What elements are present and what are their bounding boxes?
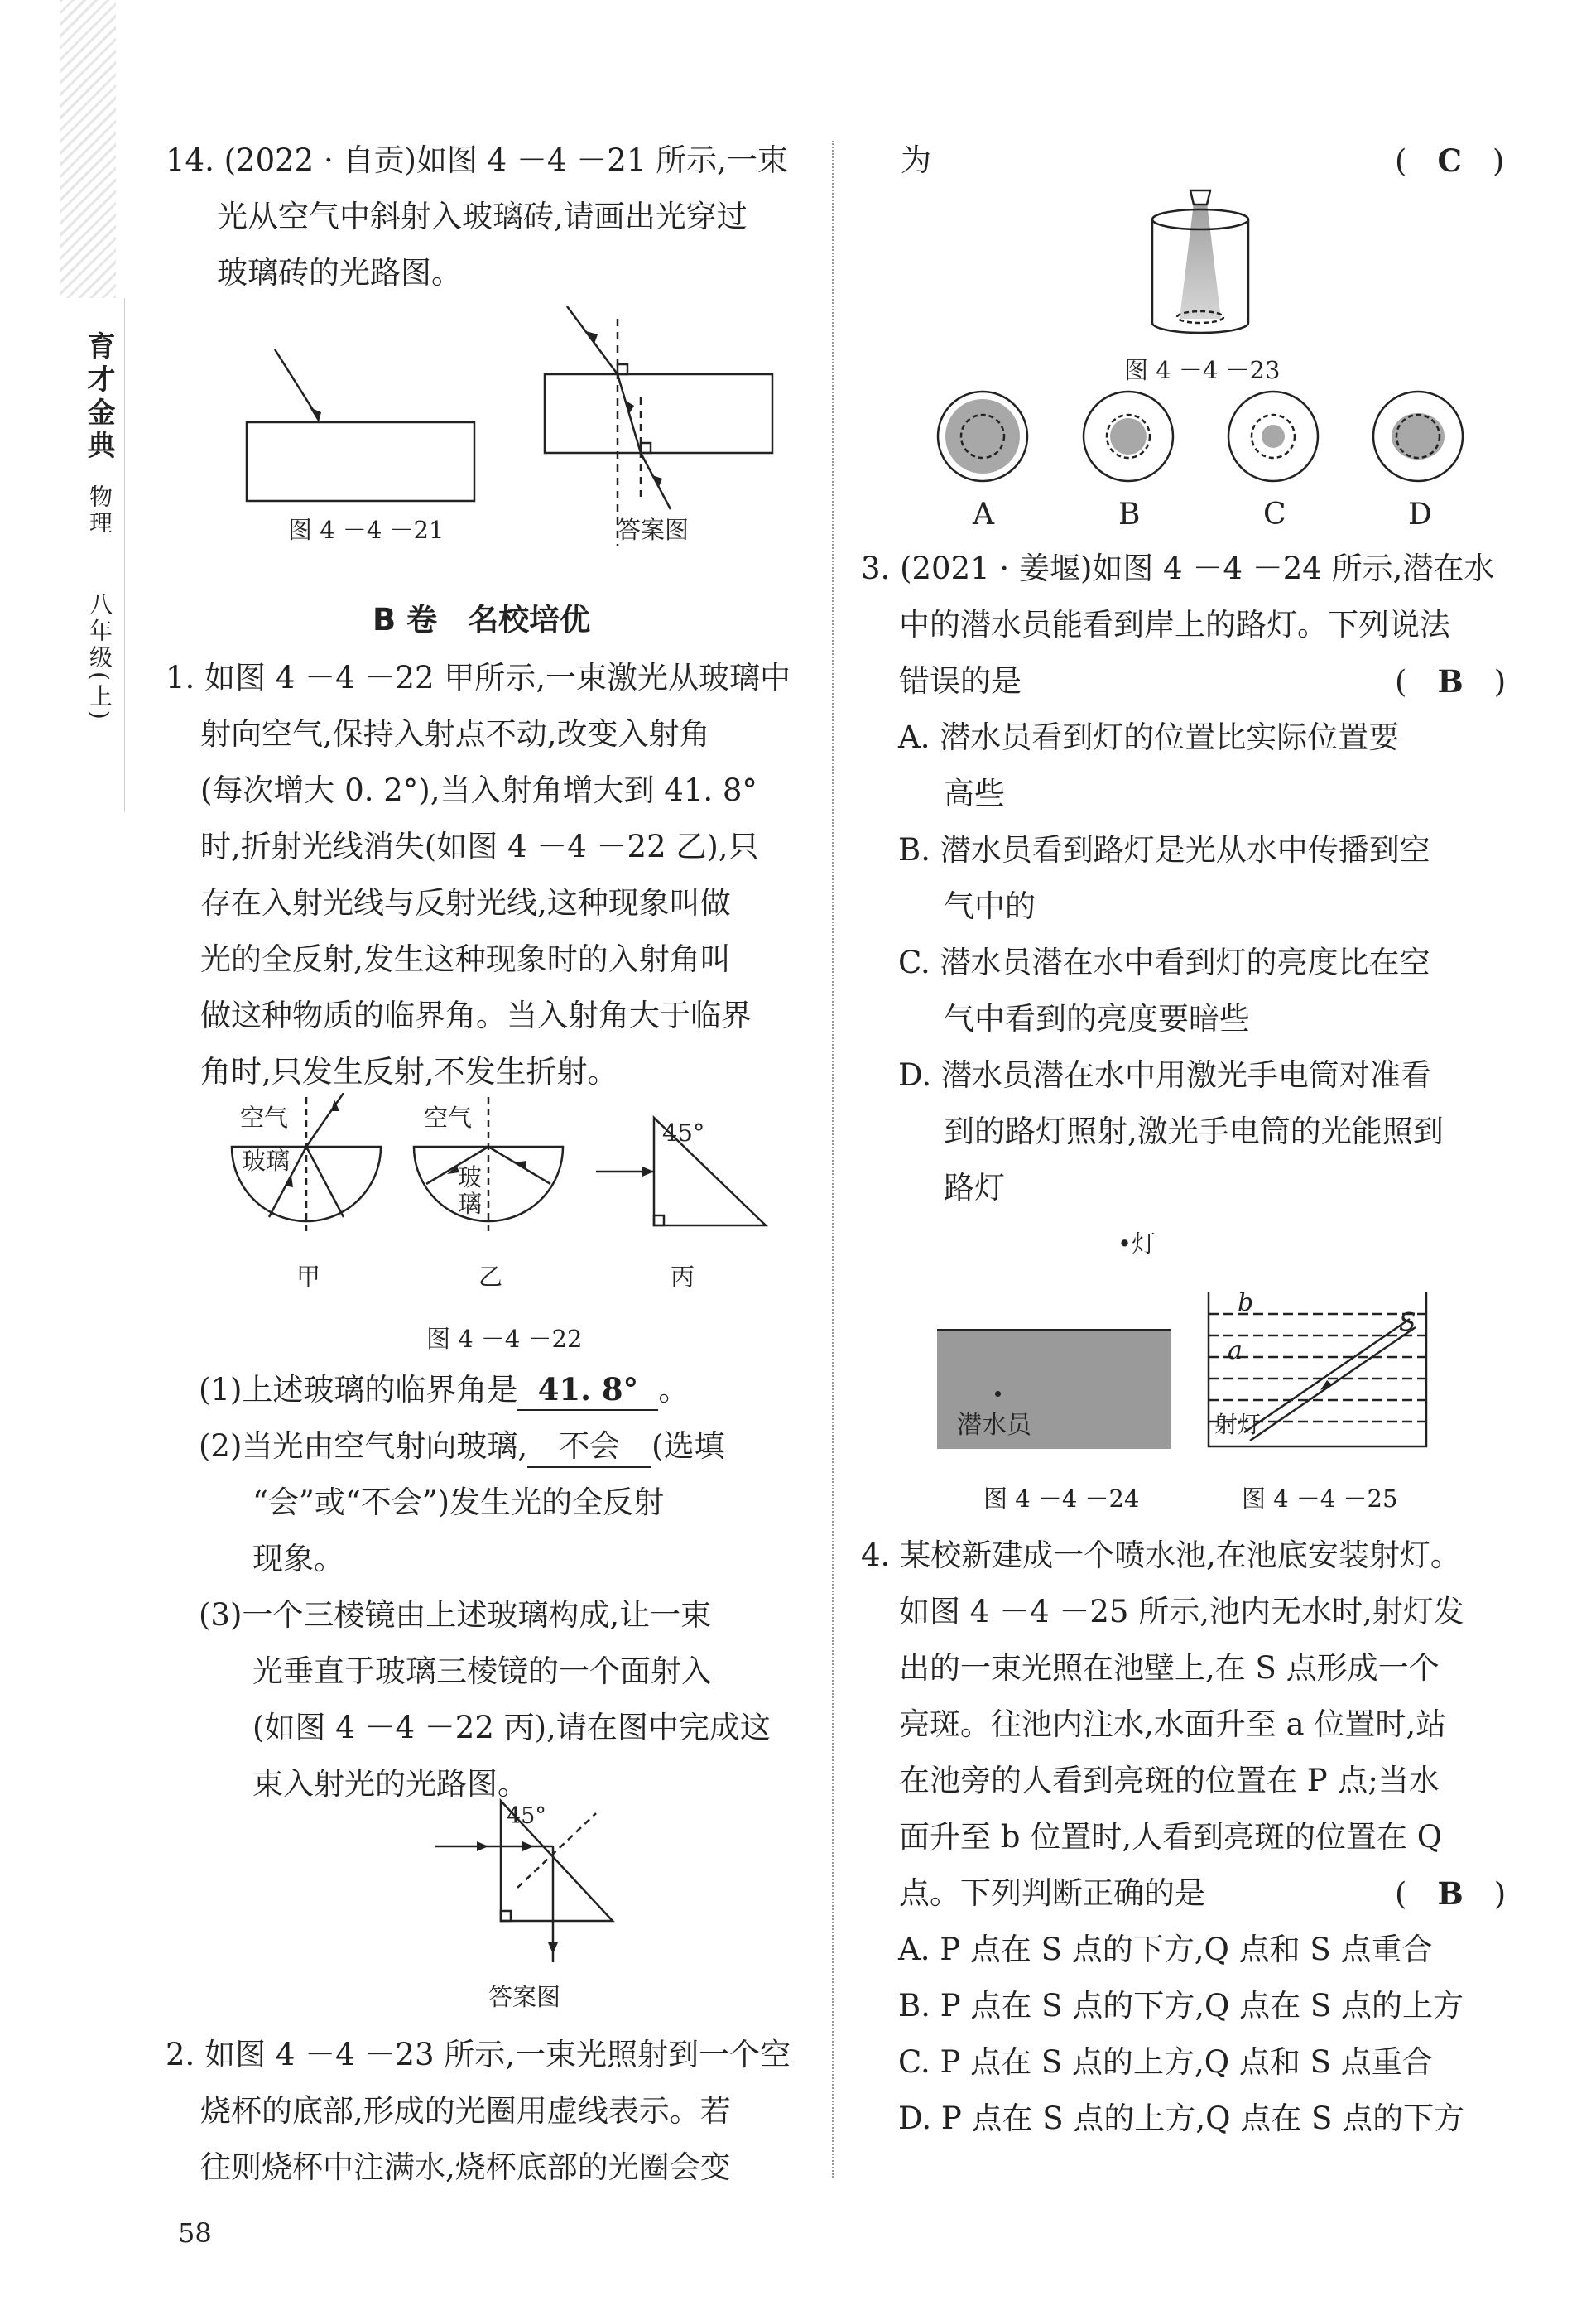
bing-angle-label: 45° (662, 1119, 705, 1147)
q3-option-b-2: 气中的 (944, 888, 1036, 924)
q1-sub3-line-2: 光垂直于玻璃三棱镜的一个面射入 (252, 1653, 712, 1689)
fig-4-4-23-caption: 图 4 －4 －23 (1124, 356, 1281, 384)
q1-sub3-line-1: (3)一个三棱镜由上述玻璃构成,让一束 (199, 1597, 712, 1633)
jia-refracted (306, 1093, 344, 1147)
option-label-C: C (1263, 498, 1286, 532)
diver-label: 潜水员 (957, 1411, 1031, 1440)
figure-4-4-25 (1204, 1287, 1432, 1453)
q4-answer: B (1437, 1875, 1464, 1912)
question-2 (166, 2027, 791, 2196)
q14-line-3: 玻璃砖的光路图。 (217, 255, 462, 291)
q1-line-4: 时,折射光线消失(如图 4 －4 －22 乙),只 (200, 829, 759, 864)
fig22-label-jia: 甲 (296, 1263, 321, 1291)
q2-line-2: 烧杯的底部,形成的光圈用虚线表示。若 (200, 2093, 731, 2129)
fig22-label-yi: 乙 (478, 1263, 503, 1291)
q2-line-1: 2. 如图 4 －4 －23 所示,一束光照射到一个空 (166, 2037, 791, 2072)
label-b: b (1238, 1288, 1254, 1317)
q4-line-2: 如图 4 －4 －25 所示,池内无水时,射灯发 (899, 1594, 1464, 1629)
light-ray (1250, 1327, 1416, 1441)
q14-line-1: 14. (2022 · 自贡)如图 4 －4 －21 所示,一束 (166, 142, 788, 178)
fig22-label-bing: 丙 (671, 1263, 695, 1291)
fig-4-4-25-caption: 图 4 －4 －25 (1242, 1485, 1398, 1513)
q1-sub2-cont (252, 1475, 664, 1587)
q1-sub1-end: 。 (658, 1372, 690, 1408)
diver-dot (995, 1391, 1001, 1397)
q2-answer: C (1437, 142, 1462, 179)
q4-options (898, 1922, 1464, 2147)
answer-glass-brick (545, 374, 772, 453)
column-separator (832, 141, 834, 2178)
q3-answer: B (1437, 663, 1464, 700)
q3-option-a-1: A. 潜水员看到灯的位置比实际位置要 (898, 719, 1400, 755)
yi-air-label: 空气 (424, 1104, 473, 1132)
q4-line-3: 出的一束光照在池壁上,在 S 点形成一个 (899, 1650, 1440, 1686)
lamp-label: •灯 (1118, 1230, 1156, 1258)
decorative-hatch-strip (60, 0, 116, 298)
q3-option-a-2: 高些 (944, 776, 1005, 811)
q4-option-d: D. P 点在 S 点的上方,Q 点在 S 点的下方 (898, 2101, 1465, 2136)
q3-option-d-2: 到的路灯照射,激光手电筒的光能照到 (944, 1114, 1444, 1149)
question-4 (861, 1528, 1464, 1922)
q3-option-d-1: D. 潜水员潜在水中用激光手电筒对准看 (898, 1057, 1431, 1093)
sidebar-divider (124, 298, 125, 811)
q1-sub3 (199, 1587, 771, 1812)
fig-4-4-24-caption: 图 4 －4 －24 (983, 1485, 1140, 1513)
q1-sub3-line-4: 束入射光的光路图。 (252, 1766, 528, 1802)
jia-air-label: 空气 (240, 1104, 289, 1132)
q1-line-3: (每次增大 0. 2°),当入射角增大到 41. 8° (200, 772, 757, 808)
q1-sub1 (199, 1362, 689, 1418)
jia-glass-label: 玻璃 (242, 1147, 291, 1175)
q1-sub2 (199, 1418, 725, 1475)
lamp (1190, 190, 1210, 205)
q1-answer-caption: 答案图 (488, 1983, 561, 2011)
q1-line-5: 存在入射光线与反射光线,这种现象叫做 (200, 885, 731, 921)
q3-option-c-2: 气中看到的亮度要暗些 (944, 1001, 1250, 1037)
q2-option-circles (931, 389, 1511, 538)
option-label-D: D (1408, 498, 1432, 532)
sidebar-grade: 八年级(上) (86, 592, 113, 723)
q4-line-1: 4. 某校新建成一个喷水池,在池底安装射灯。 (861, 1538, 1461, 1573)
q3-option-d-3: 路灯 (944, 1170, 1005, 1206)
label-S: S (1399, 1308, 1416, 1337)
q3-option-b-1: B. 潜水员看到路灯是光从水中传播到空 (898, 832, 1430, 868)
q3-line-2: 中的潜水员能看到岸上的路灯。下列说法 (899, 607, 1450, 642)
figure-4-4-21 (240, 298, 811, 546)
q3-answer-bracket: ( B ) (1395, 663, 1507, 700)
yi-glass-label-1: 玻 (458, 1163, 483, 1191)
q3-option-c-1: C. 潜水员潜在水中看到灯的亮度比在空 (898, 945, 1430, 980)
q3-line-3: 错误的是 (899, 663, 1022, 699)
figure-4-4-23-beaker (1142, 186, 1258, 344)
yi-reflected (488, 1147, 550, 1184)
q4-option-c: C. P 点在 S 点的上方,Q 点和 S 点重合 (898, 2044, 1433, 2080)
q14-line-2: 光从空气中斜射入玻璃砖,请画出光穿过 (217, 199, 748, 234)
light-beam (1180, 203, 1221, 319)
q2-line-3: 往则烧杯中注满水,烧杯底部的光圈会变 (200, 2149, 731, 2185)
q4-line-7: 点。下列判断正确的是 (899, 1875, 1205, 1911)
q3-line-1: 3. (2021 · 姜堰)如图 4 －4 －24 所示,潜在水 (861, 551, 1495, 586)
q1-sub2-line-3: 现象。 (252, 1541, 344, 1576)
yi-glass-label-2: 璃 (458, 1190, 483, 1218)
label-spotlight: 射灯 (1214, 1411, 1262, 1438)
q4-line-4: 亮斑。往池内注水,水面升至 a 位置时,站 (899, 1706, 1447, 1742)
jia-reflected (306, 1147, 344, 1217)
figure-4-4-24 (937, 1329, 1171, 1449)
q4-option-a: A. P 点在 S 点的下方,Q 点和 S 点重合 (898, 1932, 1433, 1967)
q1-sub1-answer: 41. 8° (517, 1369, 658, 1411)
q1-sub2-line-2: “会”或“不会”)发生光的全反射 (252, 1485, 665, 1520)
q1-line-7: 做这种物质的临界角。当入射角大于临界 (200, 998, 752, 1033)
q1-line-1: 1. 如图 4 －4 －22 甲所示,一束激光从玻璃中 (166, 660, 791, 695)
glass-brick (247, 422, 474, 501)
q1-sub1-prompt: (1)上述玻璃的临界角是 (199, 1372, 518, 1408)
q1-line-2: 射向空气,保持入射点不动,改变入射角 (200, 716, 710, 752)
figure-4-4-22 (224, 1093, 786, 1308)
q4-line-6: 面升至 b 位置时,人看到亮斑的位置在 Q (899, 1819, 1443, 1855)
q4-answer-bracket: ( B ) (1395, 1875, 1507, 1912)
question-14 (166, 132, 788, 301)
q14-answer-caption: 答案图 (617, 516, 690, 544)
q1-sub2-hint: (选填 (651, 1428, 725, 1464)
label-a: a (1228, 1336, 1243, 1365)
fig-4-4-22-caption: 图 4 －4 －22 (426, 1325, 583, 1353)
q1-sub2-prompt: (2)当光由空气射向玻璃, (199, 1428, 528, 1464)
q1-sub2-answer: 不会 (527, 1427, 651, 1468)
q3-options (898, 710, 1444, 1216)
q1-sub3-line-3: (如图 4 －4 －22 丙),请在图中完成这 (252, 1710, 771, 1745)
option-label-A: A (973, 498, 994, 532)
q4-option-b: B. P 点在 S 点的下方,Q 点在 S 点的上方 (898, 1988, 1464, 2024)
q4-line-5: 在池旁的人看到亮斑的位置在 P 点;当水 (899, 1763, 1440, 1798)
page-number: 58 (178, 2217, 212, 2249)
answer-prism-angle: 45° (507, 1803, 546, 1829)
sidebar-brand: 育才金典 (82, 331, 115, 464)
q1-answer-prism-figure (430, 1788, 629, 1962)
fig-4-4-21-caption: 图 4 －4 －21 (288, 516, 445, 544)
q2-answer-bracket: ( C ) (1395, 142, 1505, 179)
q1-line-8: 角时,只发生反射,不发生折射。 (200, 1054, 618, 1090)
option-label-B: B (1118, 498, 1141, 532)
q2-continuation: 为 (901, 142, 931, 178)
sidebar-subject: 物理 (86, 484, 113, 537)
section-title: B 卷 名校培优 (373, 602, 591, 638)
q1-line-6: 光的全反射,发生这种现象时的入射角叫 (200, 941, 731, 977)
question-1 (166, 650, 791, 1100)
